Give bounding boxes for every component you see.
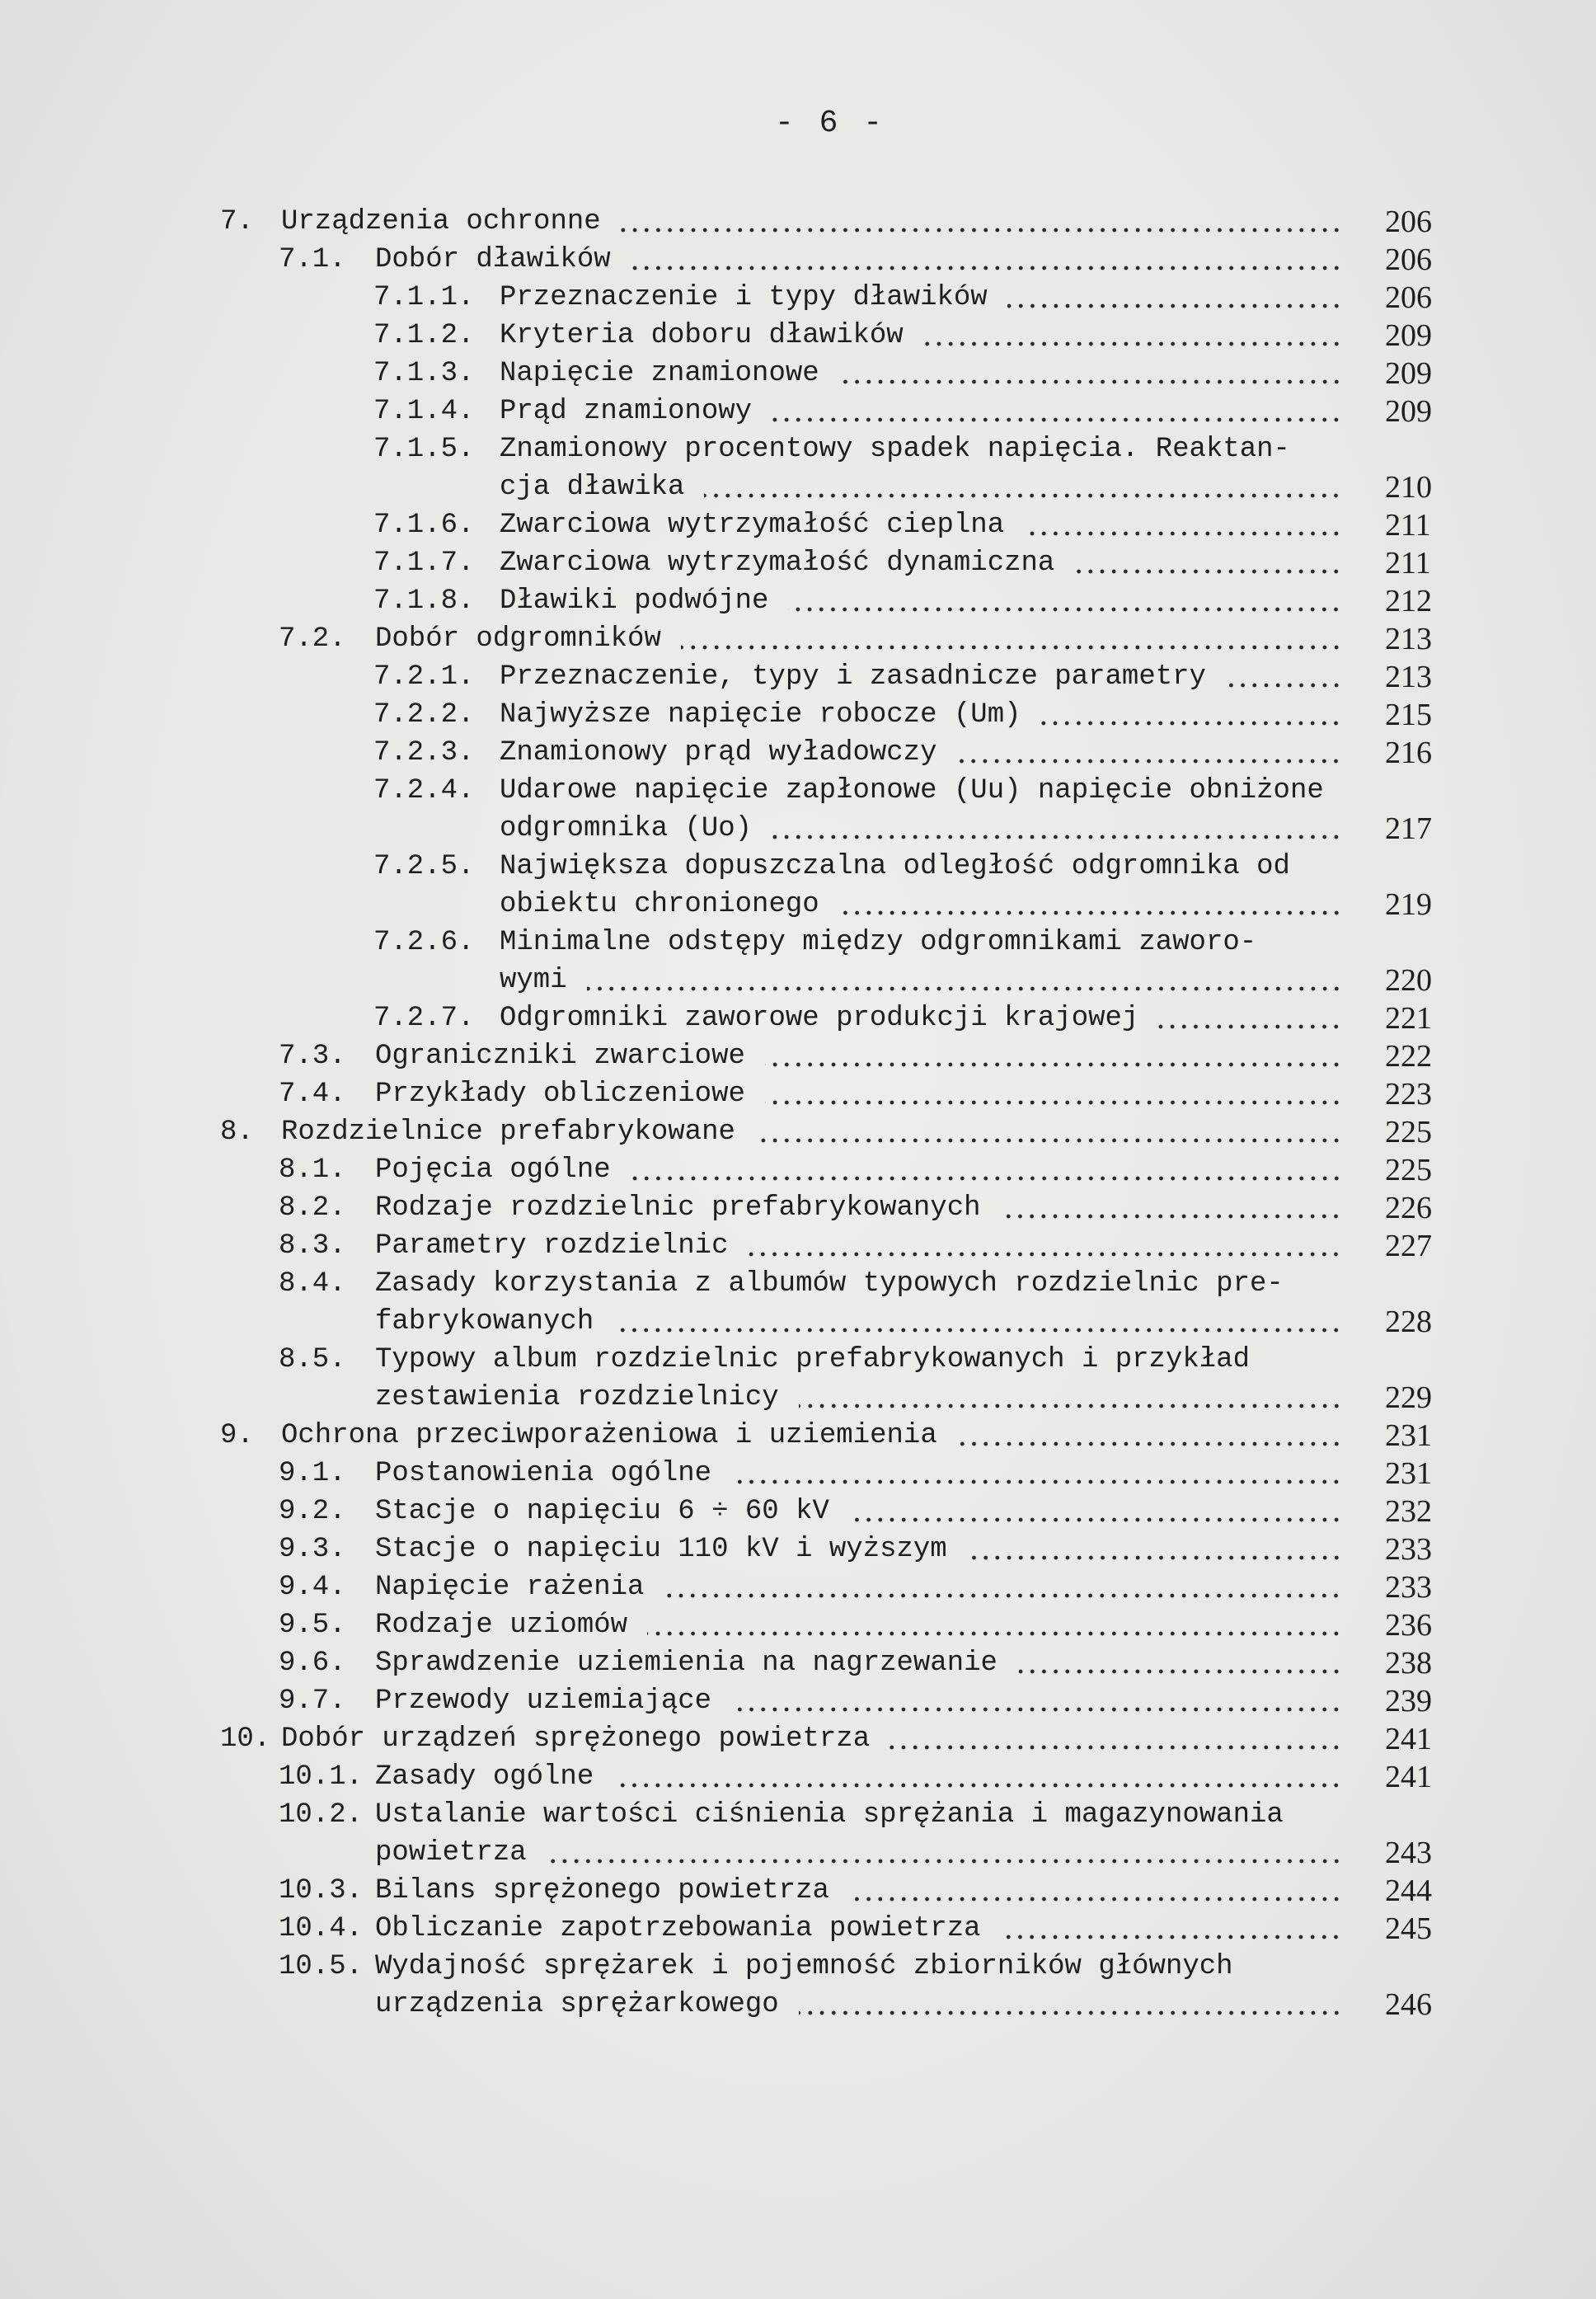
toc-entry[interactable] [0,961,1596,999]
leader-dots [621,228,1342,233]
toc-entry[interactable] [0,1682,1596,1720]
entry-number: 10. [220,1723,271,1755]
entry-number: 7.2.4. [373,775,475,806]
leader-dots [1000,1214,1342,1219]
entry-title: wymi [500,965,567,996]
leader-dots [1017,1669,1342,1674]
page-ref: 212 [1385,584,1432,618]
entry-number: 8.4. [279,1268,346,1300]
entry-title: Przeznaczenie i typy dławików [500,282,988,313]
entry-number: 7.1.8. [373,585,475,617]
entry-number: 7.1.7. [373,548,475,579]
toc-entry[interactable] [0,1189,1596,1227]
entry-title: obiektu chronionego [500,889,819,920]
toc-entry[interactable] [0,1417,1596,1455]
entry-number: 7.2.1. [373,661,475,693]
table-of-contents [0,203,1596,2024]
entry-title: zestawienia rozdzielnicy [375,1382,779,1413]
entry-title: Dobór urządzeń sprężonego powietrza [281,1723,871,1755]
toc-entry[interactable] [0,1758,1596,1796]
entry-title: Największa dopuszczalna odległość odgromnika od [500,851,1290,882]
entry-title: Dobór odgromników [375,623,661,655]
leader-dots [1074,569,1342,574]
leader-dots [681,645,1342,650]
leader-dots [799,1403,1342,1408]
leader-dots [772,417,1342,422]
entry-title: fabrykowanych [375,1306,594,1338]
entry-title: Parametry rozdzielnic [375,1230,729,1262]
entry-title: Rozdzielnice prefabrykowane [281,1117,735,1148]
page-ref: 244 [1385,1874,1432,1908]
toc-entry[interactable] [0,924,1596,961]
toc-entry[interactable] [0,241,1596,279]
entry-number: 7.2.3. [373,737,475,769]
leader-dots [748,1252,1342,1257]
entry-number: 7.1.3. [373,358,475,389]
page-ref: 231 [1385,1456,1432,1491]
page-ref: 221 [1385,1001,1432,1036]
toc-entry[interactable] [0,430,1596,468]
entry-number: 8.3. [279,1230,346,1262]
leader-dots [772,835,1342,839]
page-ref: 213 [1385,622,1432,656]
toc-entry[interactable] [0,506,1596,544]
toc-entry[interactable] [0,772,1596,810]
entry-number: 7.1. [279,244,346,275]
leader-dots [839,910,1342,915]
toc-entry[interactable] [0,544,1596,582]
entry-number: 8.2. [279,1192,346,1224]
page-ref: 232 [1385,1494,1432,1529]
page-ref: 226 [1385,1191,1432,1225]
toc-entry[interactable] [0,1606,1596,1644]
toc-entry[interactable] [0,1227,1596,1265]
page-ref: 233 [1385,1532,1432,1567]
entry-number: 7.1.6. [373,510,475,541]
entry-title: Przykłady obliczeniowe [375,1079,745,1110]
entry-title: Ustalanie wartości ciśnienia sprężania i magazynowania [375,1799,1284,1831]
toc-entry[interactable] [0,999,1596,1037]
page-ref: 225 [1385,1153,1432,1187]
entry-title: Postanowienia ogólne [375,1458,712,1489]
leader-dots [1007,303,1342,308]
entry-number: 8. [220,1117,254,1148]
leader-dots [890,1745,1342,1750]
entry-title: Bilans sprężonego powietrza [375,1875,829,1906]
entry-number: 7.1.1. [373,282,475,313]
entry-title: Udarowe napięcie zapłonowe (Uu) napięcie obniżone [500,775,1324,806]
page-ref: 209 [1385,356,1432,391]
entry-title: Sprawdzenie uziemienia na nagrzewanie [375,1648,998,1679]
toc-entry[interactable] [0,1834,1596,1872]
page-ref: 228 [1385,1305,1432,1339]
entry-number: 9.5. [279,1610,346,1641]
entry-number: 9. [220,1420,254,1451]
entry-title: Urządzenia ochronne [281,206,601,237]
leader-dots [731,1479,1342,1484]
entry-title: Pojęcia ogólne [375,1154,611,1186]
toc-entry[interactable] [0,810,1596,848]
toc-entry[interactable] [0,1493,1596,1530]
entry-number: 7.2.7. [373,1003,475,1034]
entry-number: 10.4. [279,1913,364,1944]
page-ref: 206 [1385,205,1432,239]
entry-title: Znamionowy prąd wyładowczy [500,737,937,769]
page-ref: 219 [1385,887,1432,922]
leader-dots [923,341,1342,346]
entry-title: Obliczanie zapotrzebowania powietrza [375,1913,981,1944]
entry-title: Zasady ogólne [375,1761,594,1793]
entry-title: Napięcie znamionowe [500,358,819,389]
entry-title: Rodzaje uziomów [375,1610,628,1641]
leader-dots [631,1176,1342,1181]
toc-entry[interactable] [0,1455,1596,1493]
entry-title: Odgromniki zaworowe produkcji krajowej [500,1003,1139,1034]
leader-dots [664,1593,1342,1598]
entry-number: 7.1.5. [373,434,475,465]
entry-number: 9.6. [279,1648,346,1679]
entry-title: Stacje o napięciu 6 ÷ 60 kV [375,1496,829,1527]
page-number: - 6 - [775,106,886,141]
page-ref: 229 [1385,1380,1432,1415]
entry-title: cja dławika [500,472,685,503]
entry-title: odgromnika (Uo) [500,813,753,844]
entry-title: Znamionowy procentowy spadek napięcia. Reaktan- [500,434,1290,465]
page-ref: 238 [1385,1646,1432,1681]
toc-entry[interactable] [0,393,1596,430]
entry-title: Zwarciowa wytrzymałość cieplna [500,510,1005,541]
entry-title: Najwyższe napięcie robocze (Um) [500,699,1021,731]
page-ref: 213 [1385,660,1432,694]
entry-number: 9.4. [279,1572,346,1603]
entry-number: 8.5. [279,1344,346,1375]
leader-dots [765,1100,1342,1105]
entry-title: Wydajność sprężarek i pojemność zbiorników głównych [375,1951,1233,1982]
entry-number: 9.3. [279,1534,346,1565]
entry-number: 9.1. [279,1458,346,1489]
entry-number: 7.3. [279,1041,346,1072]
toc-entry[interactable] [0,1037,1596,1075]
leader-dots [631,266,1342,270]
page-ref: 210 [1385,470,1432,505]
page-ref: 216 [1385,736,1432,770]
entry-number: 7.2.5. [373,851,475,882]
entry-title: Zwarciowa wytrzymałość dynamiczna [500,548,1055,579]
entry-number: 7.1.4. [373,396,475,427]
entry-title: Kryteria doboru dławików [500,320,904,351]
page-ref: 231 [1385,1418,1432,1453]
page-ref: 211 [1385,508,1431,543]
toc-entry[interactable] [0,582,1596,620]
page-ref: 222 [1385,1039,1432,1074]
entry-title: urządzenia sprężarkowego [375,1989,779,2020]
entry-title: Prąd znamionowy [500,396,753,427]
toc-entry[interactable] [0,1796,1596,1834]
leader-dots [731,1707,1342,1712]
toc-entry[interactable] [0,1910,1596,1948]
page-ref: 241 [1385,1760,1432,1794]
toc-entry[interactable] [0,1075,1596,1113]
entry-title: Rodzaje rozdzielnic prefabrykowanych [375,1192,981,1224]
page-ref: 211 [1385,546,1431,581]
toc-entry[interactable] [0,1265,1596,1303]
leader-dots [967,1555,1342,1560]
page-ref: 206 [1385,280,1432,315]
entry-title: Dobór dławików [375,244,611,275]
leader-dots [755,1138,1342,1143]
entry-title: powietrza [375,1837,527,1869]
toc-entry[interactable] [0,1341,1596,1379]
toc-entry[interactable] [0,1872,1596,1910]
leader-dots [849,1517,1342,1522]
leader-dots [788,607,1342,612]
toc-entry[interactable] [0,886,1596,924]
leader-dots [957,1441,1342,1446]
entry-number: 9.7. [279,1685,346,1717]
entry-number: 7.2. [279,623,346,655]
leader-dots [587,986,1342,991]
page-ref: 239 [1385,1684,1432,1718]
leader-dots [1000,1935,1342,1939]
toc-entry[interactable] [0,1530,1596,1568]
entry-number: 9.2. [279,1496,346,1527]
entry-number: 10.5. [279,1951,364,1982]
leader-dots [647,1631,1342,1636]
page-ref: 243 [1385,1836,1432,1870]
leader-dots [1024,531,1342,536]
page-ref: 223 [1385,1077,1432,1112]
page-ref: 225 [1385,1115,1432,1150]
page-ref: 227 [1385,1229,1432,1263]
entry-title: Dławiki podwójne [500,585,769,617]
entry-number: 7. [220,206,254,237]
entry-title: Ochrona przeciwporażeniowa i uziemienia [281,1420,937,1451]
page-ref: 245 [1385,1911,1432,1946]
leader-dots [1158,1024,1342,1029]
toc-entry[interactable] [0,355,1596,393]
entry-title: Zasady korzystania z albumów typowych rozdzielnic pre- [375,1268,1284,1300]
toc-entry[interactable] [0,1986,1596,2024]
leader-dots [839,379,1342,384]
page-ref: 241 [1385,1722,1432,1756]
entry-title: Napięcie rażenia [375,1572,645,1603]
entry-number: 7.1.2. [373,320,475,351]
entry-number: 7.2.6. [373,927,475,958]
leader-dots [613,1783,1342,1788]
toc-entry[interactable] [0,1303,1596,1341]
page-ref: 209 [1385,318,1432,353]
page-ref: 246 [1385,1987,1432,2022]
entry-number: 10.3. [279,1875,364,1906]
page-ref: 233 [1385,1570,1432,1605]
leader-dots [704,493,1342,498]
entry-title: Stacje o napięciu 110 kV i wyższym [375,1534,947,1565]
toc-entry[interactable] [0,317,1596,355]
toc-entry[interactable] [0,1379,1596,1417]
leader-dots [547,1859,1342,1864]
entry-number: 8.1. [279,1154,346,1186]
toc-entry[interactable] [0,1948,1596,1986]
leader-dots [799,2010,1342,2015]
toc-entry[interactable] [0,279,1596,317]
toc-entry[interactable] [0,848,1596,886]
entry-title: Typowy album rozdzielnic prefabrykowanych i przykład [375,1344,1250,1375]
entry-title: Ograniczniki zwarciowe [375,1041,745,1072]
leader-dots [765,1062,1342,1067]
leader-dots [613,1328,1342,1333]
toc-entry[interactable] [0,734,1596,772]
toc-entry[interactable] [0,696,1596,734]
page-ref: 215 [1385,698,1432,732]
toc-entry[interactable] [0,1113,1596,1151]
entry-title: Minimalne odstępy między odgromnikami zaworo- [500,927,1257,958]
leader-dots [1226,683,1342,688]
leader-dots [849,1897,1342,1902]
toc-entry[interactable] [0,1151,1596,1189]
toc-entry[interactable] [0,1568,1596,1606]
toc-entry[interactable] [0,1644,1596,1682]
page-ref: 209 [1385,394,1432,429]
page-ref: 206 [1385,242,1432,277]
toc-entry[interactable] [0,203,1596,241]
entry-number: 10.1. [279,1761,364,1793]
toc-entry[interactable] [0,658,1596,696]
toc-entry[interactable] [0,620,1596,658]
entry-title: Przeznaczenie, typy i zasadnicze parametry [500,661,1206,693]
entry-number: 10.2. [279,1799,364,1831]
page-ref: 236 [1385,1608,1432,1643]
entry-number: 7.2.2. [373,699,475,731]
leader-dots [1040,721,1342,726]
entry-number: 7.4. [279,1079,346,1110]
leader-dots [956,759,1342,764]
page-ref: 217 [1385,811,1432,846]
page-ref: 220 [1385,963,1432,998]
toc-entry[interactable] [0,468,1596,506]
entry-title: Przewody uziemiające [375,1685,712,1717]
toc-entry[interactable] [0,1720,1596,1758]
